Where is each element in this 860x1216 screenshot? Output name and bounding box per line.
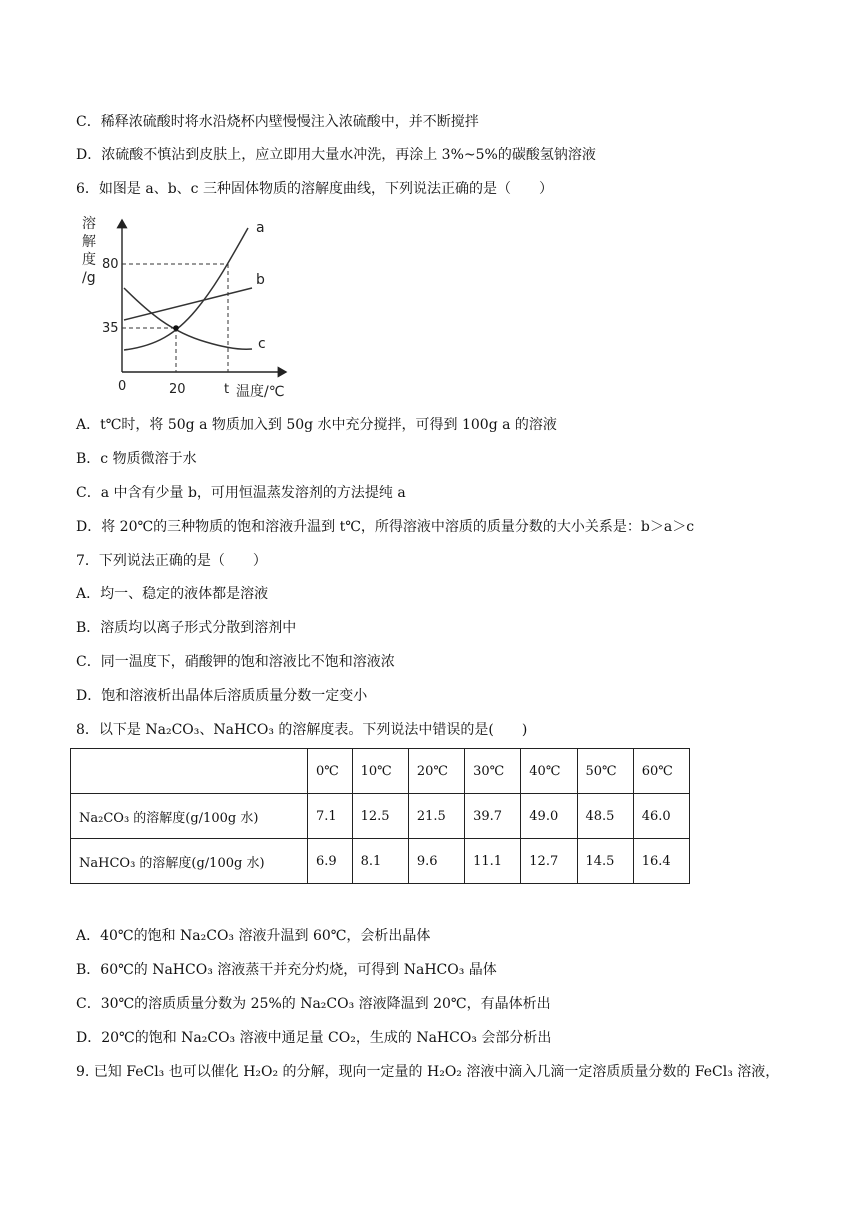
curve-a-label: a bbox=[256, 220, 265, 236]
table-cell: 12.5 bbox=[352, 794, 408, 839]
table-cell: 11.1 bbox=[465, 839, 521, 884]
q7-option-a: A．均一、稳定的液体都是溶液 bbox=[76, 586, 269, 602]
q8-option-a: A．40℃的饱和 Na₂CO₃ 溶液升温到 60℃，会析出晶体 bbox=[76, 928, 431, 944]
table-cell: 6.9 bbox=[308, 839, 353, 884]
table-cell: 9.6 bbox=[408, 839, 464, 884]
y-label-2: 解 bbox=[82, 234, 96, 250]
table-row bbox=[71, 794, 690, 839]
solubility-table bbox=[70, 748, 690, 884]
intersection-point bbox=[173, 325, 179, 331]
table-cell: 21.5 bbox=[408, 794, 464, 839]
tick-35: 35 bbox=[102, 321, 119, 336]
table-header-cell: 60℃ bbox=[633, 749, 689, 794]
table-header-cell bbox=[71, 749, 308, 794]
q8-stem: 8．以下是 Na₂CO₃、NaHCO₃ 的溶解度表。下列说法中错误的是( ) bbox=[76, 722, 528, 738]
q7-option-c: C．同一温度下，硝酸钾的饱和溶液比不饱和溶液浓 bbox=[76, 654, 395, 670]
q6-option-b: B．c 物质微溶于水 bbox=[76, 451, 197, 467]
q8-option-b: B．60℃的 NaHCO₃ 溶液蒸干并充分灼烧，可得到 NaHCO₃ 晶体 bbox=[76, 962, 497, 978]
table-cell: 16.4 bbox=[633, 839, 689, 884]
solubility-curve-graph bbox=[76, 212, 306, 404]
table-cell: 48.5 bbox=[577, 794, 633, 839]
q8-option-c: C．30℃的溶质质量分数为 25%的 Na₂CO₃ 溶液降温到 20℃，有晶体析出 bbox=[76, 996, 551, 1012]
q8-option-d: D．20℃的饱和 Na₂CO₃ 溶液中通足量 CO₂，生成的 NaHCO₃ 会部分析出 bbox=[76, 1030, 552, 1046]
table-header-cell: 10℃ bbox=[352, 749, 408, 794]
table-cell: 7.1 bbox=[308, 794, 353, 839]
table-header-cell: 20℃ bbox=[408, 749, 464, 794]
y-label-4: /g bbox=[82, 270, 96, 286]
tick-80: 80 bbox=[102, 257, 119, 272]
table-header-cell: 50℃ bbox=[577, 749, 633, 794]
table-cell: NaHCO₃ 的溶解度(g/100g 水) bbox=[71, 839, 308, 884]
tick-20: 20 bbox=[169, 382, 186, 397]
table-row bbox=[71, 839, 690, 884]
q6-option-a: A．t℃时，将 50g a 物质加入到 50g 水中充分搅拌，可得到 100g a 的溶液 bbox=[76, 417, 557, 433]
tick-0: 0 bbox=[118, 379, 127, 394]
tick-t: t bbox=[224, 382, 230, 397]
q5-option-d: D．浓硫酸不慎沾到皮肤上，应立即用大量水冲洗，再涂上 3%~5%的碳酸氢钠溶液 bbox=[76, 147, 596, 163]
q9-stem: 9. 已知 FeCl₃ 也可以催化 H₂O₂ 的分解，现向一定量的 H₂O₂ 溶液中滴入几滴一定溶质质量分数的 FeCl₃ 溶液， bbox=[76, 1064, 780, 1080]
table-header-cell: 30℃ bbox=[465, 749, 521, 794]
table-cell: 39.7 bbox=[465, 794, 521, 839]
y-label-3: 度 bbox=[82, 252, 96, 268]
table-cell: 8.1 bbox=[352, 839, 408, 884]
q6-option-d: D．将 20℃的三种物质的饱和溶液升温到 t℃，所得溶液中溶质的质量分数的大小关系是：b＞a＞c bbox=[76, 519, 695, 535]
table-cell: 46.0 bbox=[633, 794, 689, 839]
table-header-cell: 0℃ bbox=[308, 749, 353, 794]
y-label-1: 溶 bbox=[82, 216, 96, 232]
table-cell: 14.5 bbox=[577, 839, 633, 884]
q7-stem: 7．下列说法正确的是（ ） bbox=[76, 553, 267, 569]
q7-option-d: D．饱和溶液析出晶体后溶质质量分数一定变小 bbox=[76, 688, 368, 704]
q5-option-c: C．稀释浓硫酸时将水沿烧杯内壁慢慢注入浓硫酸中，并不断搅拌 bbox=[76, 114, 479, 130]
q6-option-c: C．a 中含有少量 b，可用恒温蒸发溶剂的方法提纯 a bbox=[76, 485, 406, 501]
q6-stem: 6．如图是 a、b、c 三种固体物质的溶解度曲线，下列说法正确的是（ ） bbox=[76, 181, 553, 197]
table-cell: Na₂CO₃ 的溶解度(g/100g 水) bbox=[71, 794, 308, 839]
q7-option-b: B．溶质均以离子形式分散到溶剂中 bbox=[76, 620, 297, 636]
curve-b bbox=[124, 288, 252, 320]
curve-b-label: b bbox=[256, 272, 265, 288]
table-header-cell: 40℃ bbox=[521, 749, 577, 794]
table-header-row bbox=[71, 749, 690, 794]
table-cell: 49.0 bbox=[521, 794, 577, 839]
x-label: 温度/℃ bbox=[236, 384, 285, 400]
curve-c-label: c bbox=[258, 336, 266, 352]
table-cell: 12.7 bbox=[521, 839, 577, 884]
curve-a bbox=[124, 228, 248, 350]
